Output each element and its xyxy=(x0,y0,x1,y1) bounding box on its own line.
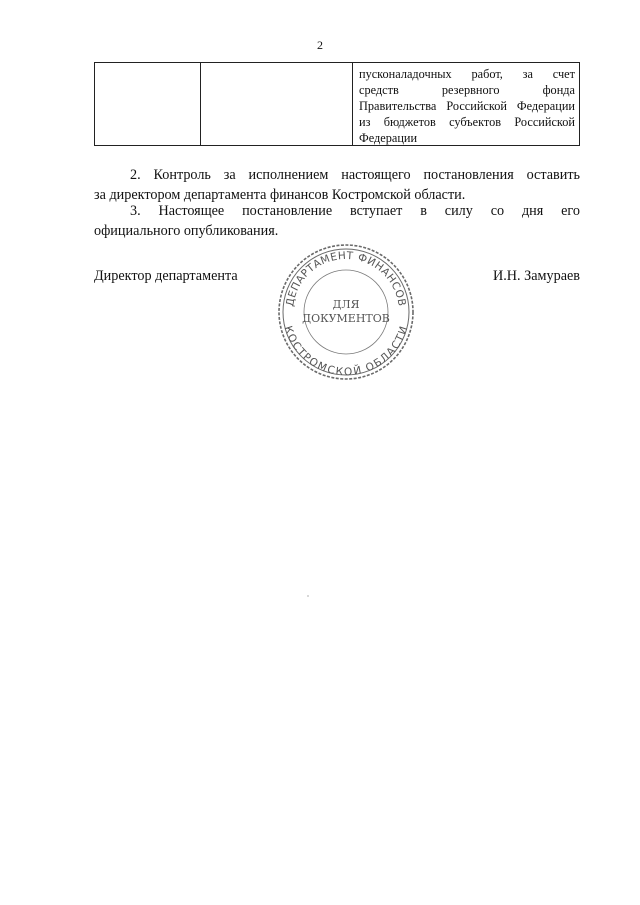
table-cell-line: пусконаладочных работ, за счет xyxy=(359,67,575,81)
table-cell-text xyxy=(359,66,575,146)
official-stamp xyxy=(276,242,416,382)
stamp-bottom-text: КОСТРОМСКОЙ ОБЛАСТИ xyxy=(281,324,411,379)
table-column-divider xyxy=(352,63,353,145)
svg-text:КОСТРОМСКОЙ ОБЛАСТИ xyxy=(282,325,411,379)
paragraph-2 xyxy=(94,165,580,205)
table-fragment xyxy=(94,62,580,146)
table-cell-line: из бюджетов субъектов Российской xyxy=(359,115,575,129)
stamp-center-line2: ДОКУМЕНТОВ xyxy=(302,312,390,325)
stamp-center-line1: ДЛЯ xyxy=(332,298,360,311)
paragraph-3 xyxy=(94,201,580,241)
table-column-divider xyxy=(200,63,201,145)
page-number: 2 xyxy=(317,38,323,52)
table-cell-line: Правительства Российской Федерации xyxy=(359,99,575,113)
paragraph-line: официального опубликования. xyxy=(94,223,279,239)
paragraph-line: 2. Контроль за исполнением настоящего постановления оставить xyxy=(130,167,580,183)
table-cell-line: средств резервного фонда xyxy=(359,83,575,97)
signatory-name: И.Н. Замураев xyxy=(493,268,580,284)
signatory-title: Директор департамента xyxy=(94,268,238,284)
table-cell-line: Федерации xyxy=(359,131,418,145)
stamp-top-text: ДЕПАРТАМЕНТ ФИНАНСОВ xyxy=(284,249,408,308)
speck xyxy=(307,595,309,597)
paragraph-line: 3. Настоящее постановление вступает в силу со дня его xyxy=(130,203,580,219)
paragraph-line: за директором департамента финансов Костромской области. xyxy=(94,187,466,203)
